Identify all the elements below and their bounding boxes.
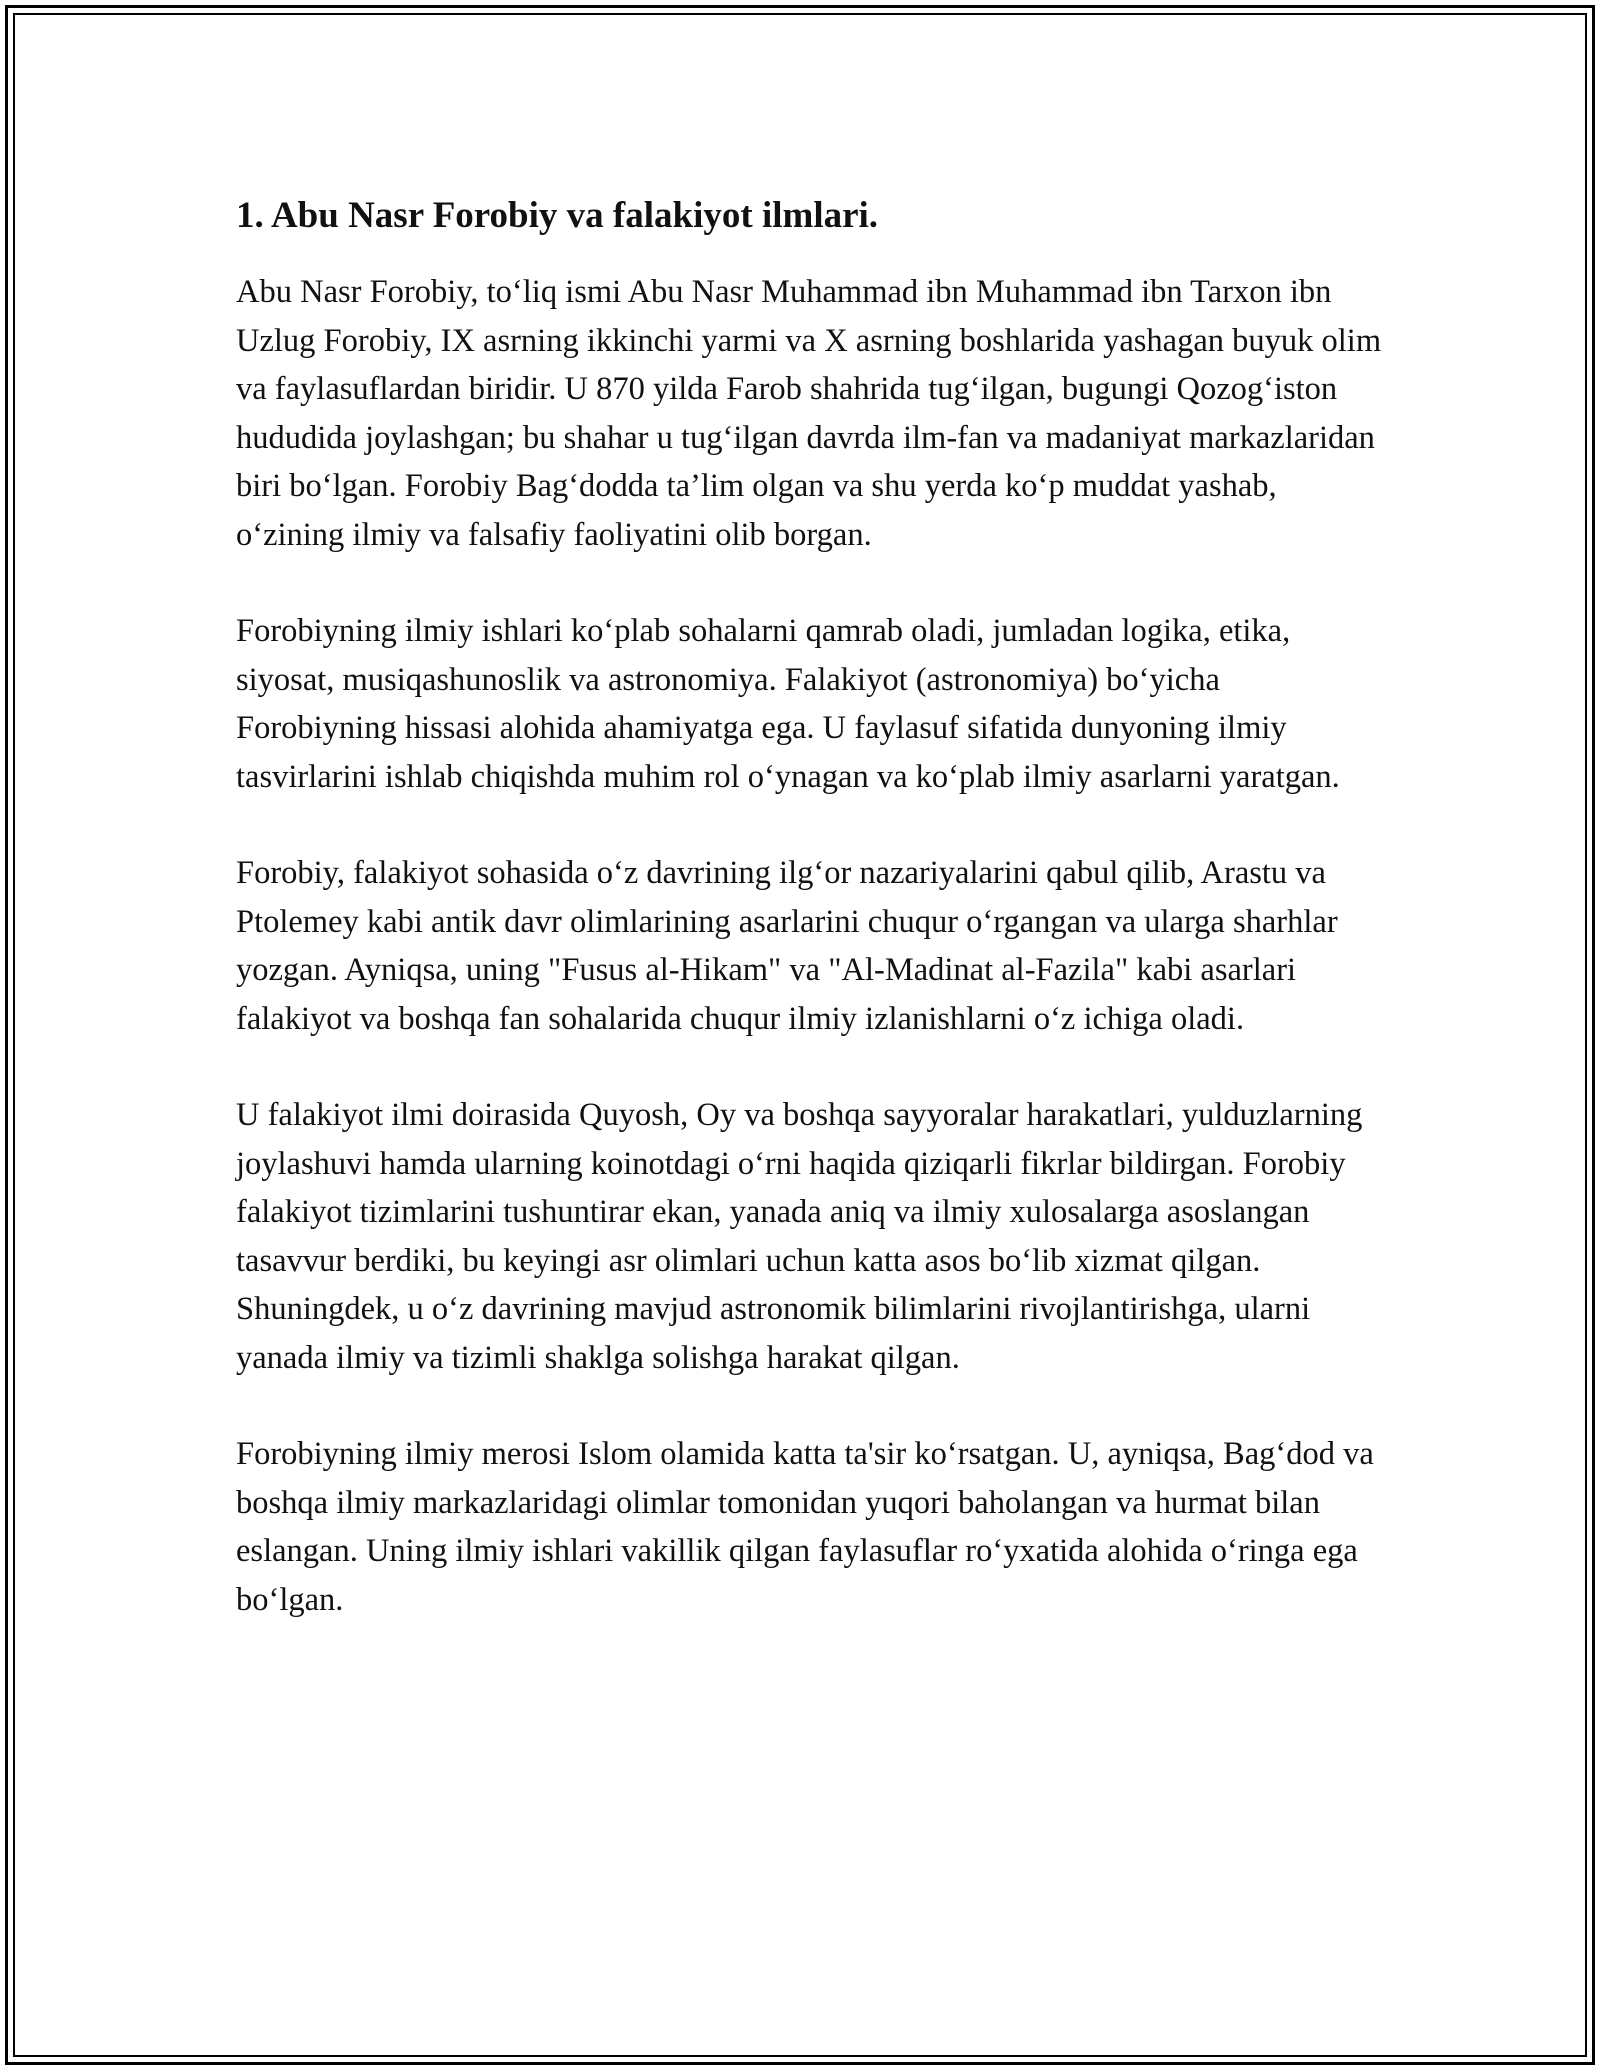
document-body xyxy=(236,188,1386,1672)
paragraph-ancient-scholars: Forobiy, falakiyot sohasida o‘z davrining ilg‘or nazariyalarini qabul qilib, Arastu va Ptolemey kabi antik davr olimlarining asarlarini chuqur o‘rgangan va ularga sharhlar yozgan. Ayniqsa, uning "Fusus al-Hikam" va "Al-Madinat al-Fazila" kabi asarlari falakiyot va boshqa fan sohalarida chuqur ilmiy izlanishlarni o‘z ichiga oladi. xyxy=(236,855,1338,1037)
paragraph-scientific-fields: Forobiyning ilmiy ishlari ko‘plab sohalarni qamrab oladi, jumladan logika, etika, siyosat, musiqashunoslik va astronomiya. Falakiyot (astronomiya) bo‘yicha Forobiyning hissasi alohida ahamiyatga ega. U faylasuf sifatida dunyoning ilmiy tasvirlarini ishlab chiqishda muhim rol o‘ynagan va ko‘plab ilmiy asarlarni yaratgan. xyxy=(236,613,1340,795)
section-heading: 1. Abu Nasr Forobiy va falakiyot ilmlari. xyxy=(236,195,879,236)
paragraph-legacy: Forobiyning ilmiy merosi Islom olamida katta ta'sir ko‘rsatgan. U, ayniqsa, Bag‘dod va boshqa ilmiy markazlaridagi olimlar tomonidan yuqori baholangan va hurmat bilan eslangan. Uning ilmiy ishlari vakillik qilgan faylasuflar ro‘yxatida alohida o‘ringa ega bo‘lgan. xyxy=(236,1436,1374,1618)
paragraph-astronomy-views: U falakiyot ilmi doirasida Quyosh, Oy va boshqa sayyoralar harakatlari, yulduzlarning joylashuvi hamda ularning koinotdagi o‘rni haqida qiziqarli fikrlar bildirgan. Forobiy falakiyot tizimlarini tushuntirar ekan, yanada aniq va ilmiy xulosalarga asoslangan tasavvur berdiki, bu keyingi asr olimlari uchun katta asos bo‘lib xizmat qilgan. Shuningdek, u o‘z davrining mavjud astronomik bilimlarini rivojlantirishga, ularni yanada ilmiy va tizimli shaklga solishga harakat qilgan. xyxy=(236,1097,1363,1376)
paragraph-biography: Abu Nasr Forobiy, to‘liq ismi Abu Nasr Muhammad ibn Muhammad ibn Tarxon ibn Uzlug Forobiy, IX asrning ikkinchi yarmi va X asrning boshlarida yashagan buyuk olim va faylasuflardan biridir. U 870 yilda Farob shahrida tug‘ilgan, bugungi Qozog‘iston hududida joylashgan; bu shahar u tug‘ilgan davrda ilm-fan va madaniyat markazlaridan biri bo‘lgan. Forobiy Bag‘dodda ta’lim olgan va shu yerda ko‘p muddat yashab, o‘zining ilmiy va falsafiy faoliyatini olib borgan. xyxy=(236,274,1382,553)
